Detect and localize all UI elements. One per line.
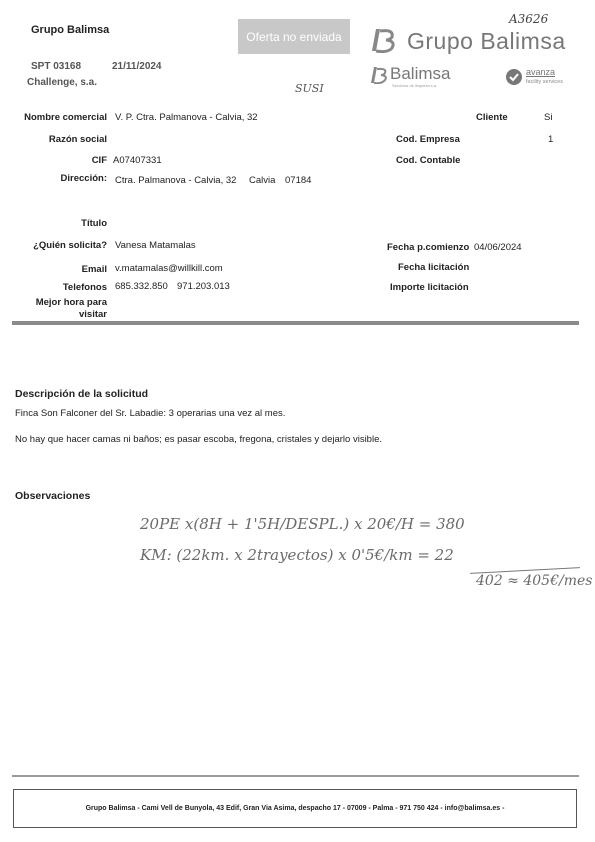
avanza-logo-icon [506, 69, 522, 85]
logo-grupo-balimsa: Grupo Balimsa [407, 28, 566, 54]
handwritten-calc-line-2: KM: (22km. x 2trayectos) x 0'5€/km = 22 [140, 546, 454, 564]
cod-empresa-value: 1 [548, 134, 554, 145]
quien-solicita-value: Vanesa Matamalas [115, 240, 196, 251]
telefono-1: 685.332.850 [115, 281, 168, 292]
fecha-licitacion-label: Fecha licitación [398, 262, 470, 273]
email-value: v.matamalas@willkill.com [115, 263, 223, 274]
cif-value: A07407331 [113, 155, 162, 166]
direccion-label: Dirección: [60, 173, 107, 184]
document-date: 21/11/2024 [112, 61, 162, 72]
direccion-value: Ctra. Palmanova - Calvia, 32 [115, 175, 237, 186]
description-title: Descripción de la solicitud [15, 388, 149, 400]
footer-box [13, 789, 577, 828]
handwritten-calc-line-1: 20PE x(8H + 1'5H/DESPL.) x 20€/H = 380 [140, 515, 465, 533]
titulo-label: Título [81, 218, 107, 229]
document-code: SPT 03168 [31, 61, 82, 72]
footer-text: Grupo Balimsa - Cami Vell de Bunyola, 43 Edif, Gran Via Asima, despacho 17 - 07009 - Palma - 971 750 424 - info@balimsa.es - [85, 805, 505, 812]
mejor-hora-label-2: visitar [79, 309, 107, 320]
handwritten-mark: SUSI [295, 82, 324, 95]
cif-label: CIF [91, 155, 107, 166]
status-badge [238, 19, 350, 54]
section-divider [12, 321, 579, 325]
company-name: Grupo Balimsa [31, 24, 110, 36]
logo-avanza: avanza [526, 67, 556, 77]
nombre-comercial-value: V. P. Ctra. Palmanova - Calvia, 32 [115, 112, 258, 123]
status-badge-label: Oferta no enviada [246, 29, 342, 44]
mejor-hora-label-1: Mejor hora para [35, 297, 107, 308]
logo-balimsa: Balimsa [390, 64, 451, 83]
description-line-2: No hay que hacer camas ni baños; es pasar escoba, fregona, cristales y dejarlo visible. [15, 434, 383, 445]
handwritten-calc-total: 402 ≈ 405€/mes [476, 573, 593, 589]
handwritten-ref: A3626 [509, 12, 549, 26]
cod-contable-label: Cod. Contable [396, 155, 461, 166]
telefono-2: 971.203.013 [177, 281, 230, 292]
email-label: Email [81, 264, 107, 275]
direccion-city: Calvia [249, 175, 276, 186]
nombre-comercial-label: Nombre comercial [24, 112, 107, 123]
client-name: Challenge, s.a. [27, 77, 98, 88]
balimsa-b-logo-icon [370, 27, 400, 58]
cod-empresa-label: Cod. Empresa [396, 134, 460, 145]
fecha-comienzo-label: Fecha p.comienzo [387, 242, 470, 253]
direccion-zip: 07184 [285, 175, 312, 186]
razon-social-label: Razón social [48, 134, 107, 145]
quien-solicita-label: ¿Quién solicita? [33, 240, 107, 251]
importe-licitacion-label: Importe licitación [390, 282, 469, 293]
logo-avanza-tagline: facility services [526, 79, 563, 85]
observations-title: Observaciones [15, 490, 91, 502]
cliente-value: Si [544, 112, 553, 123]
fecha-comienzo-value: 04/06/2024 [474, 242, 522, 253]
cliente-label: Cliente [476, 112, 508, 123]
telefonos-label: Telefonos [62, 282, 107, 293]
balimsa-small-logo-icon [370, 66, 392, 89]
description-line-1: Finca Son Falconer del Sr. Labadie: 3 operarias una vez al mes. [15, 408, 286, 419]
footer-divider [12, 775, 579, 777]
logo-balimsa-tagline: Servicios de limpieza s.a. [392, 83, 438, 88]
